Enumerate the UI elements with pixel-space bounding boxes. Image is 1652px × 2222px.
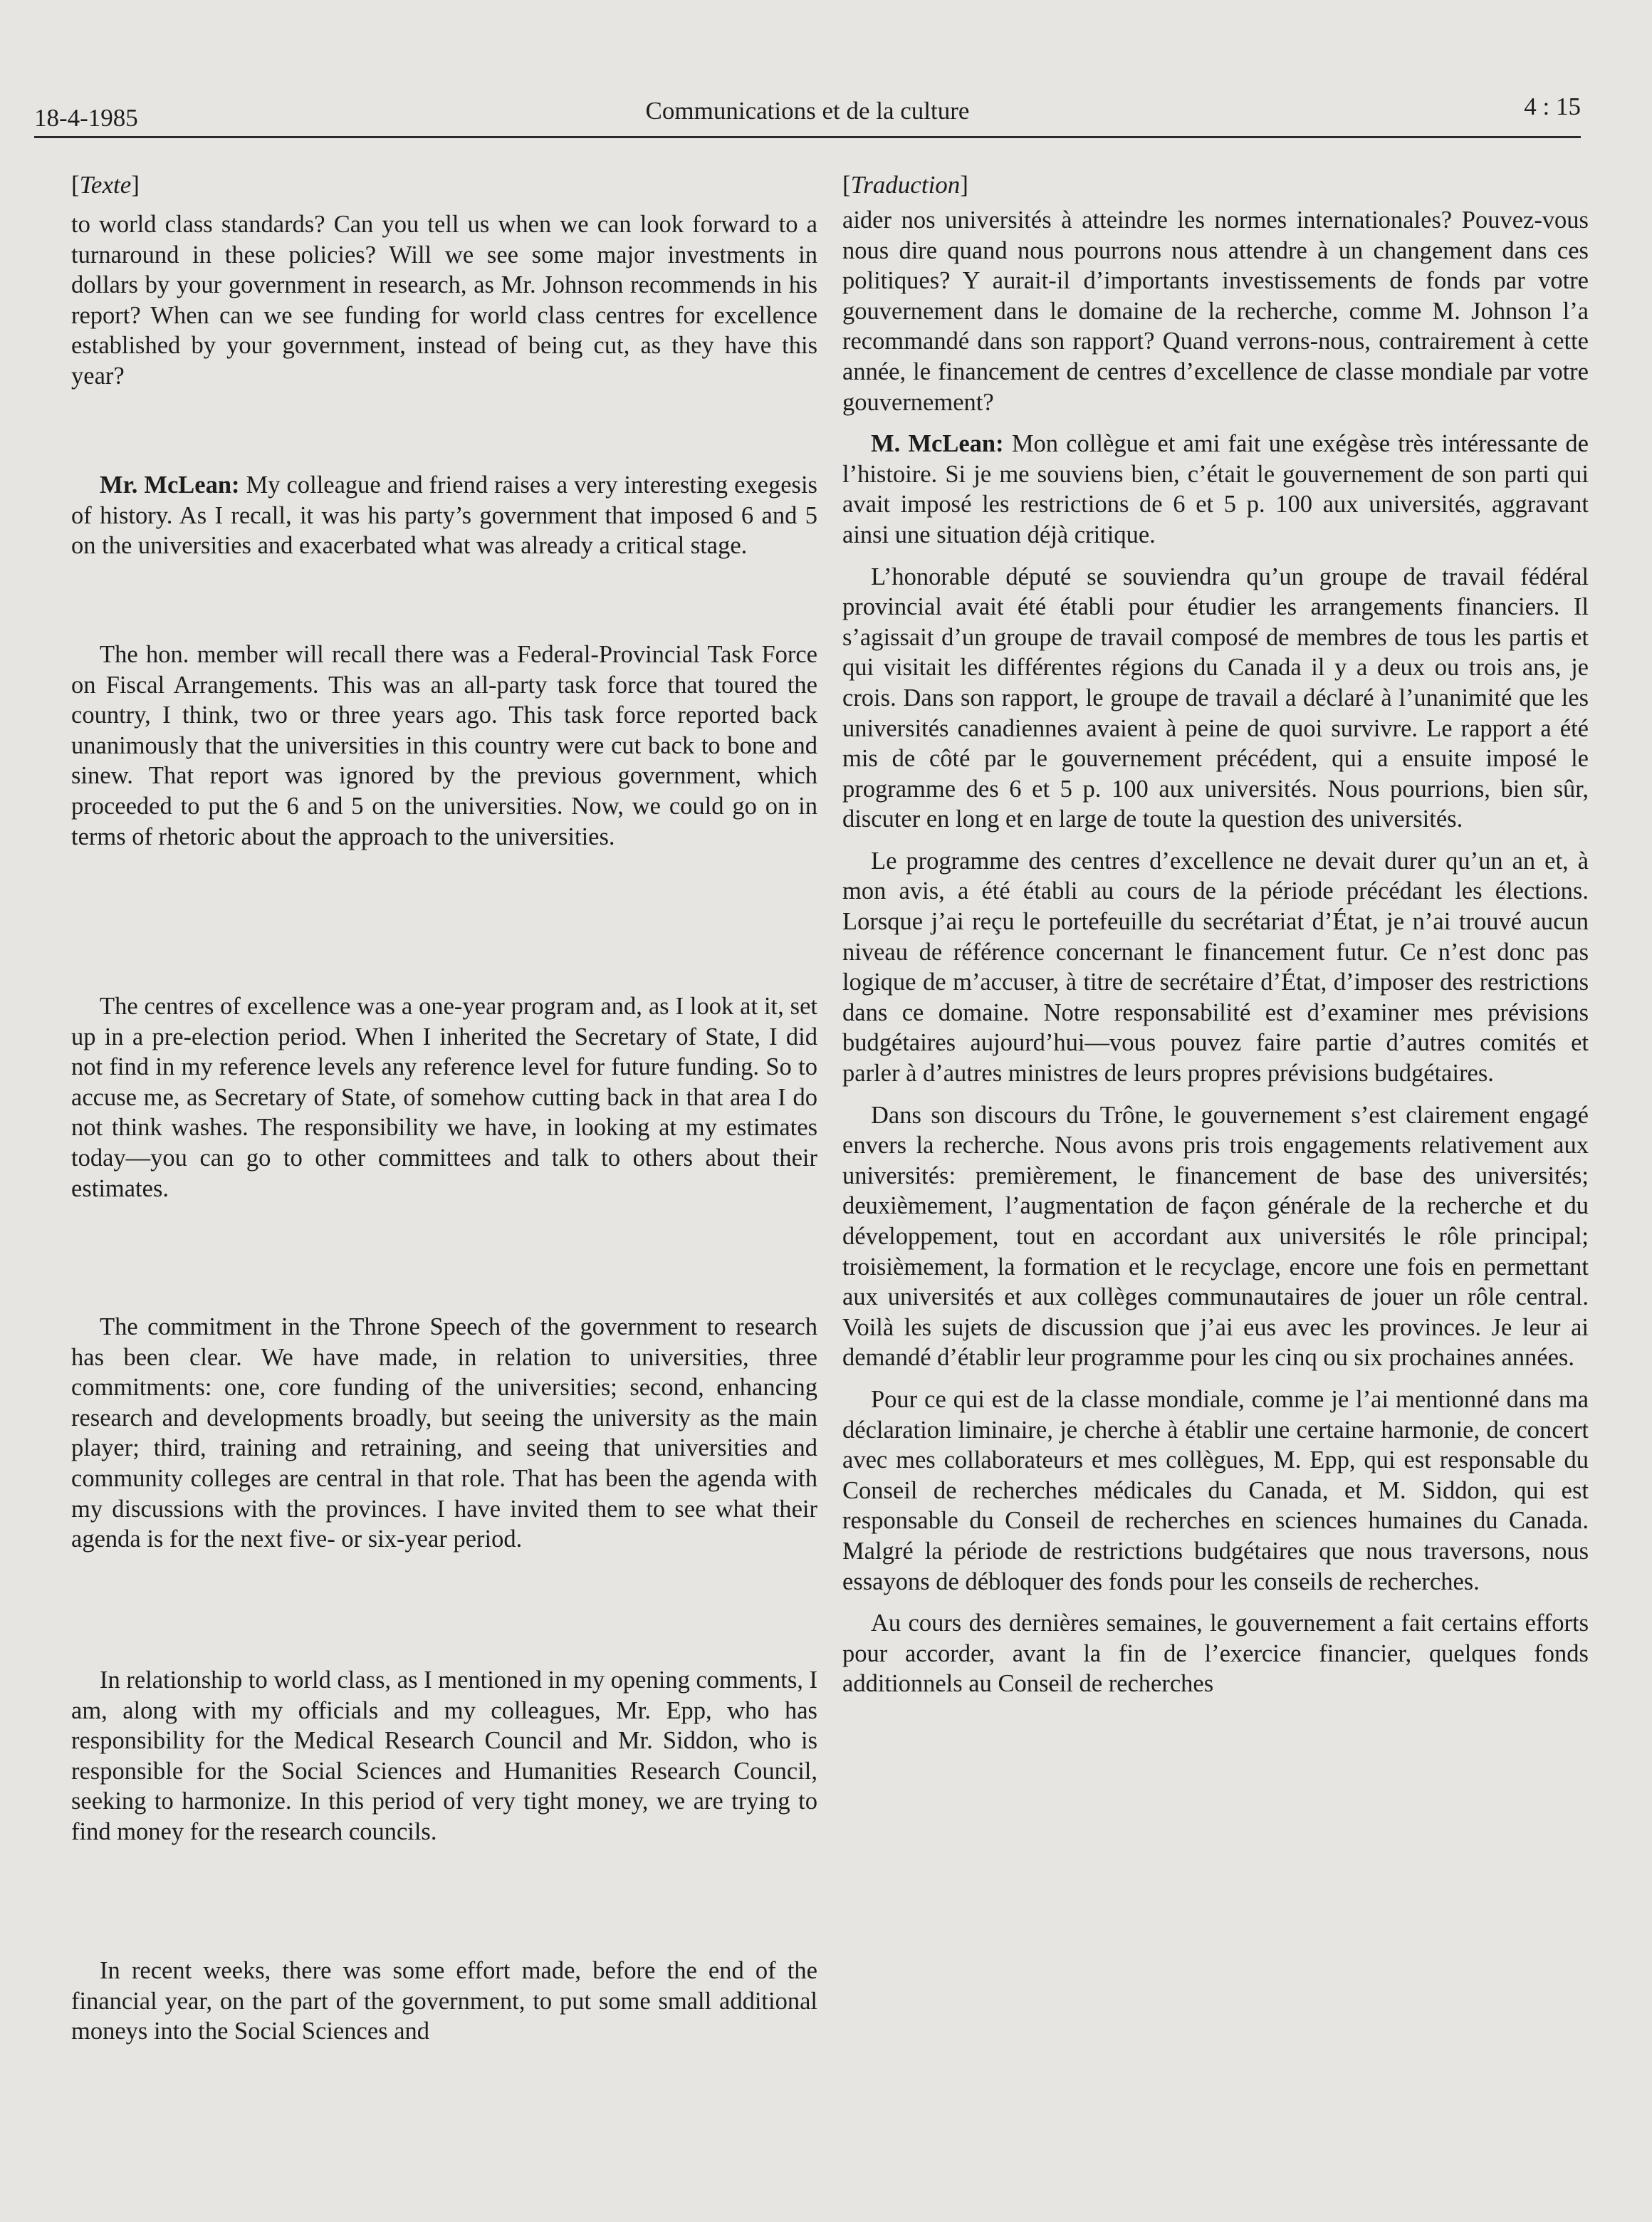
english-paragraph-7: In recent weeks, there was some effort made, before the end of the financial year, on the part of the government, to put some small additional moneys into the Social Sciences and: [71, 1957, 817, 2045]
english-paragraph-2-text: My colleague and friend raises a very interesting exegesis of history. As I recall, it was his party’s government that imposed 6 and 5 on the universities and exacerbated what was already a critical stage.: [71, 471, 817, 560]
english-paragraph-1: to world class standards? Can you tell us when we can look forward to a turnaround in these policies? Will we see some major investments in dollars by your government in research, as Mr. Johnson recommends in his report? When can we see funding for world class centres for excellence established by your government, instead of being cut, as they have this year?: [71, 211, 817, 390]
english-paragraph-2: [71, 470, 817, 561]
french-column: [842, 169, 1589, 1711]
english-paragraph-3: The hon. member will recall there was a Federal-Provincial Task Force on Fiscal Arrangements. This was an all-party task force that toured the country, I think, two or three years ago. This task force reported back unanimously that the universities in this country were cut back to bone and sinew. That report was ignored by the previous government, which proceeded to put the 6 and 5 on the universities. Now, we could go on in terms of rhetoric about the approach to the universities.: [71, 641, 817, 850]
french-paragraph-4: Le programme des centres d’excellence ne devait durer qu’un an et, à mon avis, a été établi au cours de la période précédant les élections. Lorsque j’ai reçu le portefeuille du secrétariat d’État, je n’ai trouvé aucun niveau de référence concernant le financement futur. Ce n’est donc pas logique de m’accuser, à titre de secrétaire d’État, d’imposer des restrictions dans ce domaine. Notre responsabilité est d’examiner mes prévisions budgétaires aujourd’hui—vous pouvez faire partie d’autres comités et parler à d’autres ministres de leurs propres prévisions budgétaires.: [842, 847, 1589, 1087]
header-date: 18-4-1985: [34, 104, 138, 132]
french-paragraph-1: aider nos universités à atteindre les normes internationales? Pouvez-vous nous dire quand nous pourrons nous attendre à un changement dans ces politiques? Y aurait-il d’importants investissements de fonds par votre gouvernement dans le domaine de la recherche, comme M. Johnson l’a recommandé dans son rapport? Quand verrons-nous, contrairement à cette année, le financement de centres d’excellence de classe mondiale par votre gouvernement?: [842, 207, 1589, 416]
traduction-tag: [Traduction]: [842, 171, 968, 199]
french-paragraph-3: L’honorable député se souviendra qu’un groupe de travail fédéral provincial avait été établi pour étudier les arrangements financiers. Il s’agissait d’un groupe de travail composé de membres de tous les partis et qui visitait les différentes régions du Canada il y a deux ou trois ans, je crois. Dans son rapport, le groupe de travail a déclaré à l’unanimité que les universités canadiennes avaient à peine de quoi survivre. Le rapport a été mis de côté par le gouvernement précédent, qui a ensuite imposé le programme des 6 et 5 p. 100 aux universités. Nous pourrions, bien sûr, discuter en long et en large de toute la question des universités.: [842, 563, 1589, 833]
french-paragraph-6: Pour ce qui est de la classe mondiale, comme je l’ai mentionné dans ma déclaration liminaire, je cherche à établir une certaine harmonie, de concert avec mes collaborateurs et mes collègues, M. Epp, qui est responsable du Conseil de recherches médicales du Canada, et M. Siddon, qui est responsable du Conseil de recherches en sciences humaines du Canada. Malgré la période de restrictions budgétaires que nous traversons, nous essayons de débloquer des fonds pour les conseils de recherches.: [842, 1385, 1589, 1595]
header-page-number: 4 : 15: [1524, 93, 1581, 120]
header-rule: [34, 136, 1581, 138]
french-speaker: M. McLean:: [871, 430, 1004, 458]
header-title: Communications et de la culture: [645, 97, 970, 125]
traduction-label: Traduction: [850, 171, 961, 199]
english-paragraph-5: The commitment in the Throne Speech of the government to research has been clear. We have made, in relation to universities, three commitments: one, core funding of the universities; second, enhancing research and developments broadly, but seeing the university as the main player; third, training and retraining, and seeing that universities and community colleges are central in that role. That has been the agenda with my discussions with the provinces. I have invited them to see what their agenda is for the next five- or six-year period.: [71, 1313, 817, 1553]
texte-label: Texte: [79, 171, 132, 199]
english-paragraph-4: The centres of excellence was a one-year program and, as I look at it, set up in a pre-election period. When I inherited the Secretary of State, I did not find in my reference levels any reference level for future funding. So to accuse me, as Secretary of State, of somehow cutting back in that area I do not think washes. The responsibility we have, in looking at my estimates today—you can go to other committees and talk to others about their estimates.: [71, 993, 817, 1202]
french-paragraph-2-text: Mon collègue et ami fait une exégèse très intéressante de l’histoire. Si je me souviens bien, c’était le gouvernement de son parti qui avait imposé les restrictions de 6 et 5 p. 100 aux universités, aggravant ainsi une situation déjà critique.: [842, 430, 1589, 548]
texte-tag: [Texte]: [71, 171, 140, 199]
french-paragraph-2: [842, 429, 1589, 550]
english-paragraph-6: In relationship to world class, as I mentioned in my opening comments, I am, along with my officials and my colleagues, Mr. Epp, who has responsibility for the Medical Research Council and Mr. Siddon, who is responsible for the Social Sciences and Humanities Research Council, seeking to harmonize. In this period of very tight money, we are trying to find money for the research councils.: [71, 1666, 817, 1845]
page-header: [34, 91, 1581, 134]
english-speaker: Mr. McLean:: [100, 471, 240, 499]
french-paragraph-7: Au cours des dernières semaines, le gouvernement a fait certains efforts pour accorder, avant la fin de l’exercice financier, quelques fonds additionnels au Conseil de recherches: [842, 1610, 1589, 1698]
french-paragraph-5: Dans son discours du Trône, le gouvernement s’est clairement engagé envers la recherche. Nous avons pris trois engagements relativement aux universités: premièrement, le financement de base des universités; deuxièmement, l’augmentation de façon générale de la recherche et du développement, tout en accordant aux universités le rôle principal; troisièmement, la formation et le recyclage, encore une fois en permettant aux universités et aux collèges communautaires de jouer un rôle central. Voilà les sujets de discussion que j’ai eus avec les provinces. Je leur ai demandé d’établir leur programme pour les cinq ou six prochaines années.: [842, 1101, 1589, 1372]
english-column: [71, 169, 817, 2045]
